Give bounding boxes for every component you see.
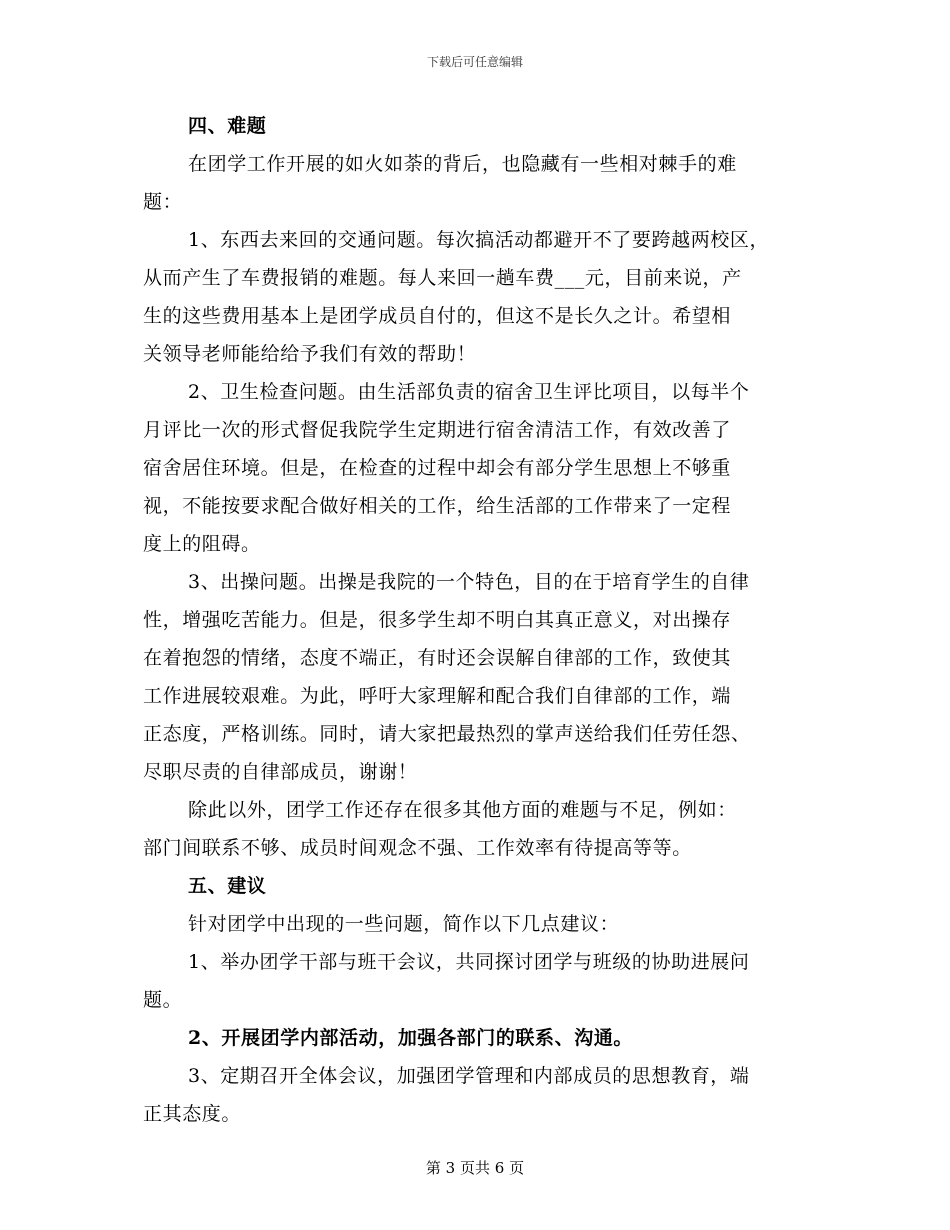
text-line: 3、定期召开全体会议，加强团学管理和内部成员的思想教育，端 <box>188 1065 750 1087</box>
text-line: 1、举办团学干部与班干会议，共同探讨团学与班级的协助进展问 <box>188 951 750 973</box>
text-line: 正态度，严格训练。同时，请大家把最热烈的掌声送给我们任劳任怨、 <box>143 723 751 745</box>
text-line: 正其态度。 <box>143 1103 242 1125</box>
text-line: 部门间联系不够、成员时间观念不强、工作效率有待提高等等。 <box>143 837 692 859</box>
text-line: 视，不能按要求配合做好相关的工作，给生活部的工作带来了一定程 <box>143 495 732 517</box>
text-line: 月评比一次的形式督促我院学生定期进行宿舍清洁工作，有效改善了 <box>143 419 732 441</box>
text-line: 从而产生了车费报销的难题。每人来回一趟车费___元，目前来说，产 <box>143 267 742 289</box>
text-line: 1、东西去来回的交通问题。每次搞活动都避开不了要跨越两校区， <box>188 229 770 251</box>
text-line: 宿舍居住环境。但是，在检查的过程中却会有部分学生思想上不够重 <box>143 457 732 479</box>
text-line: 尽职尽责的自律部成员，谢谢！ <box>143 761 418 783</box>
text-line: 除此以外，团学工作还存在很多其他方面的难题与不足，例如： <box>188 799 737 821</box>
text-line: 度上的阻碍。 <box>143 533 261 555</box>
text-line: 针对团学中出现的一些问题，简作以下几点建议： <box>188 913 620 935</box>
text-line: 2、卫生检查问题。由生活部负责的宿舍卫生评比项目，以每半个 <box>188 381 750 403</box>
text-line: 在团学工作开展的如火如荼的背后，也隐藏有一些相对棘手的难 <box>188 153 737 175</box>
text-line: 题。 <box>143 989 183 1011</box>
section-heading: 五、建议 <box>188 875 267 897</box>
text-line: 生的这些费用基本上是团学成员自付的，但这不是长久之计。希望相 <box>143 305 732 327</box>
page-header: 下载后可任意编辑 <box>426 55 523 69</box>
section-heading: 2、开展团学内部活动，加强各部门的联系、沟通。 <box>188 1027 634 1049</box>
document-body <box>143 107 813 1133</box>
section-heading: 四、难题 <box>188 115 267 137</box>
text-line: 性，增强吃苦能力。但是，很多学生却不明白其真正意义，对出操存 <box>143 609 732 631</box>
text-line: 工作进展较艰难。为此，呼吁大家理解和配合我们自律部的工作，端 <box>143 685 732 707</box>
text-line: 在着抱怨的情绪，态度不端正，有时还会误解自律部的工作，致使其 <box>143 647 732 669</box>
text-line: 3、出操问题。出操是我院的一个特色，目的在于培育学生的自律 <box>188 571 750 593</box>
text-line: 关领导老师能给给予我们有效的帮助！ <box>143 343 477 365</box>
page-footer: 第 3 页共 6 页 <box>425 1159 525 1177</box>
text-line: 题： <box>143 191 183 213</box>
